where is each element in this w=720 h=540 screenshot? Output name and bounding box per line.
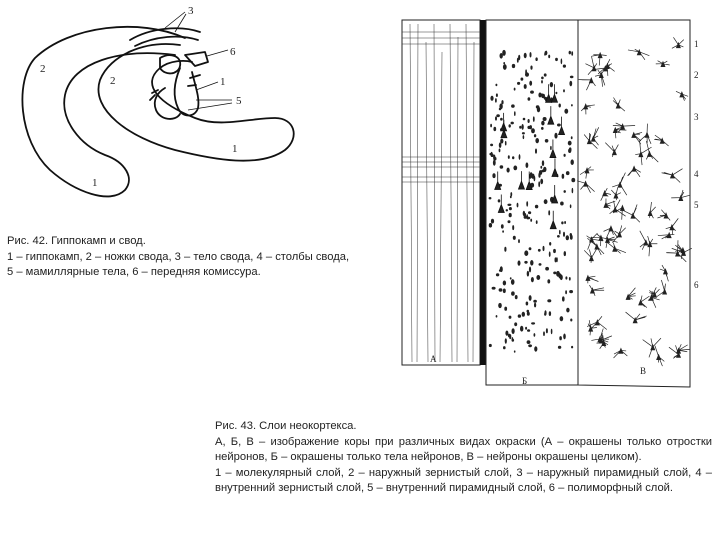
neuron-body-dot (563, 334, 566, 340)
neuron-body-dot (540, 166, 542, 169)
whole-neuron (657, 210, 670, 221)
neuron-body-dot (570, 76, 574, 79)
neuron-body-dot (503, 64, 507, 70)
layer-label-5: 5 (694, 200, 699, 210)
neuron-body-dot (519, 154, 521, 160)
whole-neuron (640, 231, 648, 250)
neuron-body-dot (547, 299, 551, 302)
fig42-label-2-left: 2 (40, 63, 46, 75)
neuron-body-dot (517, 203, 519, 208)
neuron-body-dot (489, 197, 492, 199)
whole-neuron (656, 61, 670, 67)
panel-b-cell-bodies (486, 20, 578, 385)
neuron-body-dot (538, 181, 540, 187)
neuron-body-dot (514, 322, 517, 326)
neuron-body-dot (571, 346, 573, 349)
neuron-body-dot (555, 58, 558, 61)
pyramidal-cell-body (546, 84, 552, 102)
neuron-body-dot (504, 247, 506, 252)
neuron-body-dot (493, 160, 496, 166)
neuron-body-dot (524, 261, 527, 264)
neuron-body-dot (534, 303, 536, 308)
neuron-body-dot (500, 53, 503, 59)
neuron-body-dot (522, 132, 525, 134)
neuron-body-dot (560, 316, 564, 321)
neuron-body-dot (521, 124, 523, 130)
whole-neuron (628, 166, 641, 177)
neuron-body-dot (523, 118, 526, 121)
neuron-body-dot (556, 257, 558, 262)
neuron-body-dot (526, 201, 528, 207)
neuron-body-dot (531, 277, 534, 282)
neuron-body-dot (548, 55, 550, 59)
whole-neuron (658, 233, 675, 239)
layer-label-1: 1 (694, 39, 699, 49)
neuron-body-dot (512, 156, 514, 159)
neuron-body-dot (529, 295, 532, 301)
neuron-body-dot (518, 239, 520, 243)
hippocampus-fornix-illustration (0, 0, 360, 230)
neuron-body-dot (491, 152, 493, 156)
neuron-body-dot (564, 190, 566, 193)
figure43-caption-line-2: 1 – молекулярный слой, 2 – наружный зернистый слой, 3 – наружный пирамидный слой, 4 – внутренний зернистый слой, 5 – внутренний пирамидный слой, 6 – полиморфный слой. (215, 466, 712, 494)
neuron-body-dot (541, 80, 543, 83)
whole-neuron (591, 329, 609, 343)
neuron-body-dot (492, 287, 496, 290)
neuron-body-dot (512, 339, 515, 342)
neuron-body-dot (528, 344, 532, 347)
neuron-body-dot (533, 300, 537, 303)
neuron-body-dot (503, 281, 506, 286)
neuron-body-dot (528, 97, 531, 101)
neuron-body-dot (550, 82, 553, 87)
neuron-body-dot (514, 350, 516, 352)
neuron-body-dot (499, 103, 502, 109)
layer-label-4: 4 (694, 169, 699, 179)
neuron-body-dot (557, 235, 560, 238)
neuron-body-dot (489, 344, 492, 347)
neuron-body-dot (539, 263, 542, 266)
figure42-caption-text: 1 – гиппокамп, 2 – ножки свода, 3 – тело свода, 4 – столбы свода, 5 – мамиллярные тела, 6 – передняя комиссура. (7, 250, 350, 278)
neuron-body-dot (538, 93, 541, 98)
neuron-body-dot (513, 236, 516, 240)
panel-c-outline (578, 20, 690, 387)
neuron-body-dot (562, 174, 565, 179)
whole-neuron (612, 225, 625, 242)
neuron-body-dot (529, 247, 532, 250)
neuron-body-dot (496, 93, 498, 97)
neuron-body-dot (523, 135, 525, 139)
neuron-body-dot (561, 58, 563, 64)
whole-neuron (604, 198, 615, 209)
neuron-body-dot (568, 141, 572, 146)
fig42-label-1-right: 1 (232, 143, 238, 155)
whole-neuron (648, 202, 656, 218)
neuron-body-dot (545, 267, 549, 271)
neuron-body-dot (525, 327, 527, 330)
whole-neuron (654, 135, 668, 146)
neuron-body-dot (505, 141, 507, 146)
whole-neuron (672, 37, 684, 48)
pyramidal-cell-body (552, 158, 558, 176)
neuron-body-dot (536, 220, 538, 224)
whole-neuron (580, 167, 594, 179)
neuron-body-dot (506, 209, 508, 211)
figure42-caption-title: Рис. 42. Гиппокамп и свод. (7, 235, 146, 247)
figure43-caption-line-1: А, Б, В – изображение коры при различных видах окраски (А – окрашены только отростки нейронов, Б – окрашены только тела нейронов, В – нейроны окрашены целиком). (215, 435, 712, 463)
neuron-body-dot (569, 290, 573, 293)
whole-neuron (626, 288, 636, 300)
layer-label-6: 6 (694, 280, 699, 290)
pyramidal-cell-body (495, 171, 501, 189)
neuron-body-dot (571, 51, 573, 56)
whole-neuron (626, 312, 647, 323)
neuron-body-dot (500, 139, 503, 144)
neuron-body-dot (511, 122, 514, 125)
neuron-body-dot (527, 126, 530, 129)
layer-label-3: 3 (694, 112, 699, 122)
neuron-body-dot (518, 314, 521, 317)
neuron-body-dot (495, 84, 497, 87)
neuron-body-dot (496, 315, 498, 318)
neuron-body-dot (549, 242, 551, 246)
whole-neuron (605, 143, 618, 157)
neuron-body-dot (514, 111, 516, 116)
neuron-body-dot (499, 149, 501, 153)
neuron-body-dot (551, 329, 553, 334)
neuron-body-dot (537, 107, 540, 113)
whole-neuron (660, 265, 669, 281)
neuron-body-dot (558, 346, 561, 349)
neuron-body-dot (555, 92, 557, 94)
neuron-body-dot (565, 290, 567, 294)
neuron-body-dot (563, 65, 566, 68)
neuron-body-dot (527, 271, 529, 277)
neuron-body-dot (541, 93, 543, 96)
neuron-body-dot (560, 202, 564, 206)
whole-neuron (613, 98, 625, 112)
neuron-body-dot (511, 279, 515, 285)
whole-neuron (662, 169, 683, 183)
neuron-body-dot (530, 66, 532, 70)
neuron-body-dot (509, 316, 512, 319)
neuron-body-dot (510, 196, 512, 199)
neuron-body-dot (500, 118, 503, 121)
panel-c-neurons (577, 37, 692, 366)
fig42-label-1-lower: 1 (92, 177, 98, 189)
neuron-body-dot (498, 199, 501, 202)
neuron-body-dot (490, 144, 493, 147)
neuron-body-dot (571, 178, 575, 182)
neuron-body-dot (564, 251, 566, 256)
neuron-body-dot (569, 277, 571, 281)
neuron-body-dot (503, 62, 505, 64)
neuron-body-dot (533, 116, 535, 122)
whole-neuron (579, 78, 596, 90)
whole-neuron (632, 132, 642, 144)
neuron-body-dot (535, 149, 537, 154)
neuron-body-dot (512, 64, 515, 68)
whole-neuron (604, 226, 618, 239)
neuron-body-dot (534, 333, 536, 337)
neuron-body-dot (530, 52, 532, 57)
pyramidal-cell-body (552, 185, 558, 203)
panel-b-neurons (489, 50, 576, 353)
neuron-body-dot (549, 311, 551, 316)
neuron-body-dot (544, 199, 548, 204)
neuron-body-dot (565, 276, 567, 279)
neuron-body-dot (562, 296, 565, 301)
neuron-body-dot (569, 81, 572, 87)
neuron-body-dot (569, 51, 571, 55)
neuron-body-dot (526, 302, 529, 306)
neuron-body-dot (570, 235, 573, 240)
panel-label-b: Б (522, 376, 528, 386)
neuron-body-dot (524, 84, 527, 89)
neuron-body-dot (571, 159, 574, 165)
neuron-body-dot (564, 221, 566, 224)
neuron-body-dot (528, 119, 530, 123)
neuron-body-dot (540, 179, 543, 185)
layer-label-2: 2 (694, 70, 699, 80)
neuron-body-dot (541, 121, 544, 126)
neuron-body-dot (543, 246, 545, 251)
neuron-body-dot (543, 117, 547, 121)
neuron-body-dot (530, 219, 532, 222)
whole-neuron (648, 236, 658, 256)
whole-neuron (611, 188, 621, 201)
neuron-body-dot (523, 211, 525, 216)
neuron-body-dot (509, 124, 511, 127)
neuron-body-dot (500, 266, 503, 272)
neuron-body-dot (531, 128, 535, 133)
neuron-body-dot (517, 82, 520, 85)
panel-label-a: A (430, 354, 437, 364)
neuron-body-dot (509, 213, 512, 217)
neuron-body-dot (522, 312, 525, 317)
neuron-body-dot (566, 308, 569, 313)
neuron-body-dot (504, 307, 507, 311)
whole-neuron (639, 296, 650, 308)
neocortex-layers-illustration (390, 12, 710, 402)
neuron-body-dot (548, 210, 550, 215)
neuron-body-dot (535, 205, 538, 209)
neuron-body-dot (563, 232, 565, 237)
neuron-body-dot (527, 329, 530, 332)
neuron-body-dot (492, 173, 495, 178)
neuron-body-dot (511, 104, 515, 107)
fig42-label-2-inner: 2 (110, 75, 116, 87)
fig42-label-5: 5 (236, 95, 242, 107)
neuron-body-dot (559, 230, 561, 235)
neuron-body-dot (541, 170, 545, 173)
whole-neuron (614, 348, 628, 358)
neuron-body-dot (543, 331, 545, 336)
neuron-body-dot (524, 250, 528, 256)
neuron-body-dot (530, 172, 533, 178)
neuron-body-dot (508, 155, 510, 159)
neuron-body-dot (528, 211, 531, 214)
whole-neuron (646, 141, 658, 162)
neuron-body-dot (489, 223, 492, 228)
neuron-body-dot (564, 109, 568, 114)
neuron-body-dot (536, 275, 540, 280)
neuron-body-dot (495, 116, 497, 120)
neuron-body-dot (566, 235, 569, 240)
whole-neuron (607, 242, 626, 253)
neuron-body-dot (570, 319, 572, 322)
neuron-body-dot (512, 225, 514, 230)
whole-neuron (577, 181, 594, 193)
neuron-body-dot (547, 279, 550, 283)
neuron-body-dot (544, 313, 546, 316)
whole-neuron (595, 70, 605, 87)
neuron-body-dot (545, 51, 548, 55)
pyramidal-cell-body (548, 106, 554, 124)
neuron-body-dot (570, 204, 572, 208)
neuron-body-dot (526, 162, 529, 168)
neuron-body-dot (503, 289, 506, 294)
neuron-body-dot (490, 96, 493, 101)
neuron-body-dot (513, 166, 517, 171)
neuron-body-dot (545, 139, 549, 143)
neuron-body-dot (534, 134, 536, 137)
neuron-body-dot (499, 288, 503, 291)
neuron-body-dot (518, 260, 521, 265)
neuron-body-dot (553, 249, 556, 253)
whole-neuron (581, 104, 595, 114)
neuron-body-dot (510, 277, 512, 279)
whole-neuron (612, 173, 627, 196)
whole-neuron (628, 49, 649, 60)
neuron-body-dot (496, 114, 500, 117)
neuron-body-dot (556, 271, 560, 277)
neuron-body-dot (571, 104, 573, 106)
neuron-body-dot (507, 204, 511, 206)
whole-neuron (671, 190, 689, 201)
whole-neuron (592, 53, 607, 66)
neuron-body-dot (500, 165, 504, 168)
neuron-body-dot (534, 346, 537, 351)
neuron-body-dot (511, 291, 515, 295)
whole-neuron (655, 346, 664, 366)
neuron-body-dot (521, 78, 524, 81)
neuron-body-dot (527, 340, 531, 344)
neuron-body-dot (563, 89, 565, 92)
neuron-body-dot (508, 220, 511, 223)
neuron-body-dot (550, 146, 552, 150)
neuron-body-dot (496, 273, 499, 276)
neuron-body-dot (526, 214, 528, 219)
neuron-body-dot (514, 88, 516, 91)
neuron-body-dot (553, 272, 556, 275)
neuron-body-dot (566, 171, 570, 175)
neuron-body-dot (507, 168, 510, 173)
neuron-body-dot (538, 249, 541, 252)
neuron-body-dot (490, 124, 492, 128)
whole-neuron (676, 91, 688, 100)
whole-neuron (586, 276, 599, 284)
whole-neuron (623, 204, 640, 222)
neuron-body-dot (541, 127, 544, 130)
neuron-body-dot (530, 260, 533, 266)
whole-neuron (591, 127, 598, 145)
fig42-label-3: 3 (188, 5, 194, 17)
neuron-body-dot (546, 328, 548, 333)
neuron-body-dot (535, 57, 537, 61)
neuron-body-dot (529, 267, 531, 273)
neuron-body-dot (557, 124, 561, 127)
neuron-body-dot (527, 310, 530, 313)
neuron-body-dot (505, 338, 507, 344)
neuron-body-dot (524, 53, 527, 58)
neuron-body-dot (549, 251, 551, 257)
neuron-body-dot (535, 138, 539, 143)
fig42-label-6: 6 (230, 46, 236, 58)
neuron-body-dot (503, 346, 506, 349)
figure43-caption (215, 419, 712, 497)
neuron-body-dot (568, 149, 571, 153)
pyramidal-cell-body (550, 211, 556, 229)
neuron-body-dot (525, 69, 527, 75)
neuron-body-dot (518, 55, 520, 61)
neuron-body-dot (502, 230, 504, 233)
whole-neuron (589, 285, 604, 296)
neuron-body-dot (572, 188, 574, 193)
panel-a-fibers (402, 20, 480, 365)
neuron-body-dot (541, 77, 544, 80)
neuron-body-dot (530, 91, 534, 94)
neuron-body-dot (520, 326, 523, 332)
figure43-caption-title: Рис. 43. Слои неокортекса. (215, 420, 357, 432)
pyramidal-cell-body (518, 171, 524, 189)
neuron-body-dot (505, 331, 508, 336)
neuron-body-dot (501, 224, 504, 228)
neuron-body-dot (559, 104, 561, 108)
whole-neuron (657, 280, 667, 297)
neuron-body-dot (515, 295, 518, 299)
neuron-body-dot (564, 154, 566, 157)
pyramidal-cell-body (498, 194, 504, 212)
panel-label-c: B (640, 366, 647, 376)
neuron-body-dot (509, 207, 512, 210)
whole-neuron (584, 249, 597, 263)
neuron-body-dot (542, 160, 544, 166)
neuron-body-dot (571, 136, 573, 139)
neuron-body-dot (554, 133, 557, 139)
figure42-caption (7, 234, 357, 281)
neuron-body-dot (491, 219, 494, 224)
neuron-body-dot (529, 81, 532, 86)
whole-neuron (585, 56, 596, 75)
neuron-body-dot (498, 303, 502, 308)
neuron-body-dot (493, 127, 496, 131)
neuron-body-dot (561, 221, 563, 224)
neuron-body-dot (531, 322, 535, 324)
neuron-body-dot (544, 73, 547, 76)
neuron-body-dot (559, 336, 562, 340)
neuron-body-dot (512, 328, 515, 334)
neuron-body-dot (495, 98, 497, 103)
whole-neuron (666, 218, 679, 234)
neuron-body-dot (519, 126, 521, 129)
fig42-label-1-center: 1 (220, 76, 226, 88)
